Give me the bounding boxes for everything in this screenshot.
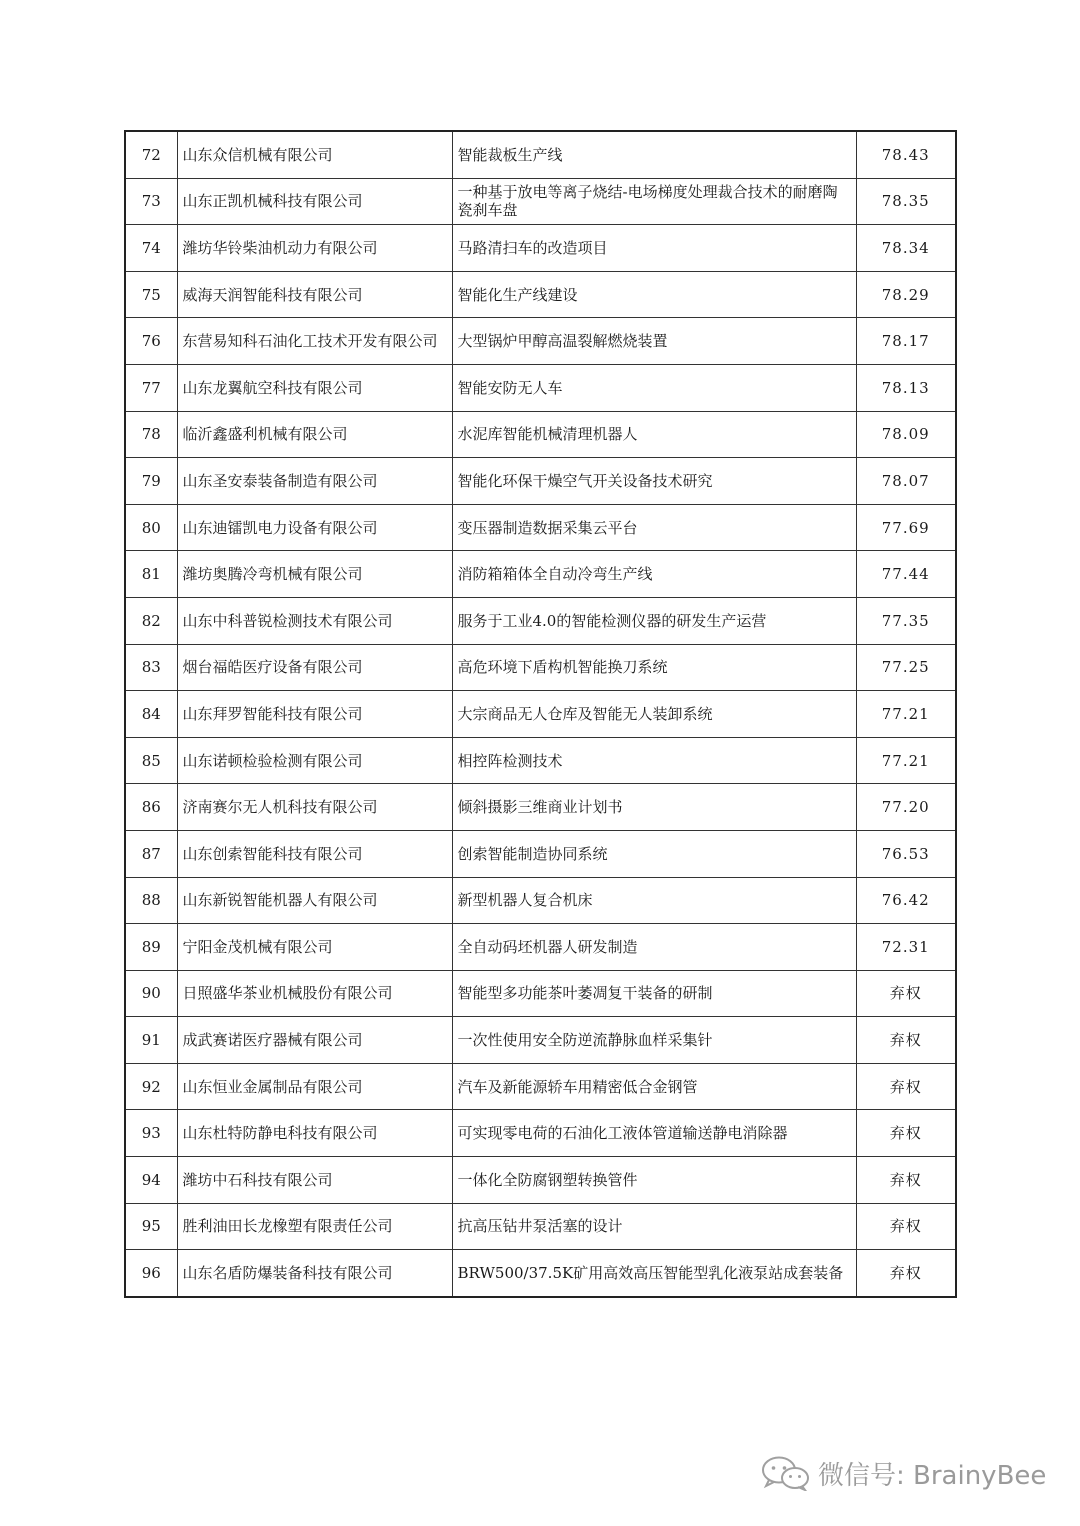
watermark-text: 微信号: BrainyBee (818, 1460, 1047, 1491)
row-number: 83 (125, 644, 177, 691)
score: 77.44 (856, 551, 956, 598)
project-name: 创索智能制造协同系统 (452, 830, 856, 877)
row-number: 96 (125, 1250, 177, 1297)
project-name: 抗高压钻井泵活塞的设计 (452, 1203, 856, 1250)
score: 弃权 (856, 970, 956, 1017)
score: 78.29 (856, 271, 956, 318)
table-row (125, 1110, 956, 1157)
company-name: 山东迪镭凯电力设备有限公司 (177, 504, 452, 551)
project-name: 智能裁板生产线 (452, 131, 856, 178)
table-row (125, 551, 956, 598)
project-name: 一次性使用安全防逆流静脉血样采集针 (452, 1017, 856, 1064)
row-number: 95 (125, 1203, 177, 1250)
project-name: 可实现零电荷的石油化工液体管道输送静电消除器 (452, 1110, 856, 1157)
company-name: 山东名盾防爆装备科技有限公司 (177, 1250, 452, 1297)
row-number: 82 (125, 597, 177, 644)
table-row (125, 644, 956, 691)
score: 77.20 (856, 784, 956, 831)
table-row (125, 458, 956, 505)
row-number: 93 (125, 1110, 177, 1157)
row-number: 78 (125, 411, 177, 458)
project-name: 智能化环保干燥空气开关设备技术研究 (452, 458, 856, 505)
table-row (125, 318, 956, 365)
score: 78.43 (856, 131, 956, 178)
company-name: 山东龙翼航空科技有限公司 (177, 364, 452, 411)
score: 78.09 (856, 411, 956, 458)
company-name: 山东恒业金属制品有限公司 (177, 1063, 452, 1110)
company-name: 宁阳金茂机械有限公司 (177, 924, 452, 971)
table-row (125, 504, 956, 551)
row-number: 85 (125, 737, 177, 784)
score: 78.07 (856, 458, 956, 505)
score: 77.21 (856, 691, 956, 738)
company-name: 山东诺顿检验检测有限公司 (177, 737, 452, 784)
score: 弃权 (856, 1110, 956, 1157)
row-number: 90 (125, 970, 177, 1017)
score: 弃权 (856, 1157, 956, 1204)
score: 弃权 (856, 1203, 956, 1250)
score: 76.42 (856, 877, 956, 924)
row-number: 77 (125, 364, 177, 411)
score: 76.53 (856, 830, 956, 877)
company-name: 烟台福皓医疗设备有限公司 (177, 644, 452, 691)
row-number: 73 (125, 178, 177, 225)
company-name: 潍坊中石科技有限公司 (177, 1157, 452, 1204)
table-row (125, 271, 956, 318)
score: 77.35 (856, 597, 956, 644)
project-name: 高危环境下盾构机智能换刀系统 (452, 644, 856, 691)
table-row (125, 131, 956, 178)
row-number: 91 (125, 1017, 177, 1064)
table-row (125, 411, 956, 458)
row-number: 94 (125, 1157, 177, 1204)
table-row (125, 1157, 956, 1204)
company-name: 东营易知科石油化工技术开发有限公司 (177, 318, 452, 365)
project-name: BRW500/37.5K矿用高效高压智能型乳化液泵站成套装备 (452, 1250, 856, 1297)
company-name: 临沂鑫盛利机械有限公司 (177, 411, 452, 458)
company-name: 山东拜罗智能科技有限公司 (177, 691, 452, 738)
project-name: 智能化生产线建设 (452, 271, 856, 318)
table-row (125, 830, 956, 877)
watermark (760, 1453, 1060, 1493)
company-name: 山东众信机械有限公司 (177, 131, 452, 178)
company-name: 胜利油田长龙橡塑有限责任公司 (177, 1203, 452, 1250)
table-row (125, 691, 956, 738)
score: 78.17 (856, 318, 956, 365)
table-body (125, 131, 956, 1297)
score: 弃权 (856, 1250, 956, 1297)
score: 77.25 (856, 644, 956, 691)
table-row (125, 225, 956, 272)
wechat-icon (760, 1455, 812, 1491)
project-name: 相控阵检测技术 (452, 737, 856, 784)
project-name: 汽车及新能源轿车用精密低合金钢管 (452, 1063, 856, 1110)
table-row (125, 784, 956, 831)
table-row (125, 877, 956, 924)
row-number: 76 (125, 318, 177, 365)
row-number: 88 (125, 877, 177, 924)
score: 78.35 (856, 178, 956, 225)
score: 弃权 (856, 1017, 956, 1064)
company-name: 潍坊华铃柴油机动力有限公司 (177, 225, 452, 272)
row-number: 84 (125, 691, 177, 738)
company-name: 山东创索智能科技有限公司 (177, 830, 452, 877)
table-row (125, 924, 956, 971)
table-row (125, 737, 956, 784)
company-name: 山东新锐智能机器人有限公司 (177, 877, 452, 924)
project-name: 一体化全防腐钢塑转换管件 (452, 1157, 856, 1204)
project-name: 服务于工业4.0的智能检测仪器的研发生产运营 (452, 597, 856, 644)
score: 弃权 (856, 1063, 956, 1110)
project-name: 智能型多功能茶叶萎凋复干装备的研制 (452, 970, 856, 1017)
company-name: 威海天润智能科技有限公司 (177, 271, 452, 318)
project-name: 一种基于放电等离子烧结-电场梯度处理裁合技术的耐磨陶瓷刹车盘 (452, 178, 856, 225)
project-name: 马路清扫车的改造项目 (452, 225, 856, 272)
score: 72.31 (856, 924, 956, 971)
table-row (125, 597, 956, 644)
company-name: 山东中科普锐检测技术有限公司 (177, 597, 452, 644)
row-number: 81 (125, 551, 177, 598)
company-name: 山东杜特防静电科技有限公司 (177, 1110, 452, 1157)
project-name: 变压器制造数据采集云平台 (452, 504, 856, 551)
table-row (125, 1017, 956, 1064)
score: 78.34 (856, 225, 956, 272)
table-row (125, 1250, 956, 1297)
company-name: 潍坊奥腾冷弯机械有限公司 (177, 551, 452, 598)
company-name: 日照盛华茶业机械股份有限公司 (177, 970, 452, 1017)
project-name: 大型锅炉甲醇高温裂解燃烧装置 (452, 318, 856, 365)
project-name: 全自动码坯机器人研发制造 (452, 924, 856, 971)
project-name: 倾斜摄影三维商业计划书 (452, 784, 856, 831)
row-number: 79 (125, 458, 177, 505)
row-number: 86 (125, 784, 177, 831)
score: 77.21 (856, 737, 956, 784)
company-name: 山东圣安泰装备制造有限公司 (177, 458, 452, 505)
table-row (125, 970, 956, 1017)
row-number: 92 (125, 1063, 177, 1110)
score: 78.13 (856, 364, 956, 411)
project-name: 智能安防无人车 (452, 364, 856, 411)
row-number: 74 (125, 225, 177, 272)
project-name: 大宗商品无人仓库及智能无人装卸系统 (452, 691, 856, 738)
results-table (124, 130, 957, 1298)
row-number: 75 (125, 271, 177, 318)
row-number: 72 (125, 131, 177, 178)
project-name: 水泥库智能机械清理机器人 (452, 411, 856, 458)
row-number: 80 (125, 504, 177, 551)
company-name: 济南赛尔无人机科技有限公司 (177, 784, 452, 831)
project-name: 消防箱箱体全自动冷弯生产线 (452, 551, 856, 598)
row-number: 89 (125, 924, 177, 971)
table-row (125, 178, 956, 225)
score: 77.69 (856, 504, 956, 551)
company-name: 成武赛诺医疗器械有限公司 (177, 1017, 452, 1064)
table-row (125, 1203, 956, 1250)
row-number: 87 (125, 830, 177, 877)
company-name: 山东正凯机械科技有限公司 (177, 178, 452, 225)
table-row (125, 364, 956, 411)
project-name: 新型机器人复合机床 (452, 877, 856, 924)
table-row (125, 1063, 956, 1110)
